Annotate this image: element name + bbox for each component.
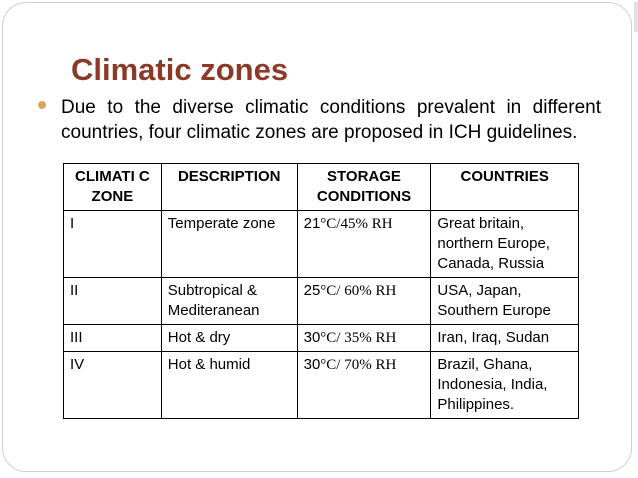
zone-cell: II: [64, 278, 162, 325]
storage-unit: °C/ 70% RH: [320, 357, 397, 373]
storage-cell: [297, 278, 431, 325]
countries-cell: Great britain, northern Europe, Canada, Russia: [431, 211, 579, 278]
zone-cell: IV: [64, 352, 162, 419]
header-climatic-zone: CLIMATI C ZONE: [64, 164, 162, 211]
countries-cell: Brazil, Ghana, Indonesia, India, Philippines.: [431, 352, 579, 419]
table-row: [64, 325, 579, 352]
zone-cell: III: [64, 325, 162, 352]
header-storage-conditions: STORAGE CONDITIONS: [297, 164, 431, 211]
description-cell: Hot & dry: [161, 325, 297, 352]
zone-cell: I: [64, 211, 162, 278]
bullet-icon: [38, 101, 46, 109]
storage-temp: 25: [303, 282, 321, 299]
countries-cell: USA, Japan, Southern Europe: [431, 278, 579, 325]
storage-unit: °C/ 35% RH: [320, 330, 397, 346]
table-row: [64, 352, 579, 419]
description-cell: Hot & humid: [161, 352, 297, 419]
storage-cell: [297, 352, 431, 419]
storage-cell: [297, 211, 431, 278]
description-cell: Temperate zone: [161, 211, 297, 278]
description-cell: Subtropical & Mediteranean: [161, 278, 297, 325]
table-row: [64, 211, 579, 278]
storage-temp: 30: [303, 356, 321, 373]
climatic-zones-table: [63, 163, 579, 419]
storage-unit: °C/ 60% RH: [320, 283, 397, 299]
storage-temp: 30: [303, 329, 321, 346]
table-row: [64, 278, 579, 325]
header-countries: COUNTRIES: [431, 164, 579, 211]
corner-accent: [634, 2, 638, 32]
header-description: DESCRIPTION: [161, 164, 297, 211]
storage-temp: 21: [303, 215, 321, 232]
slide-title: Climatic zones: [71, 52, 289, 87]
countries-cell: Iran, Iraq, Sudan: [431, 325, 579, 352]
storage-unit: °C/45% RH: [320, 216, 393, 232]
storage-cell: [297, 325, 431, 352]
table-header-row: [64, 164, 579, 211]
bullet-text: Due to the diverse climatic conditions prevalent in different countries, four climatic zones are proposed in ICH guidelines.: [61, 97, 601, 143]
